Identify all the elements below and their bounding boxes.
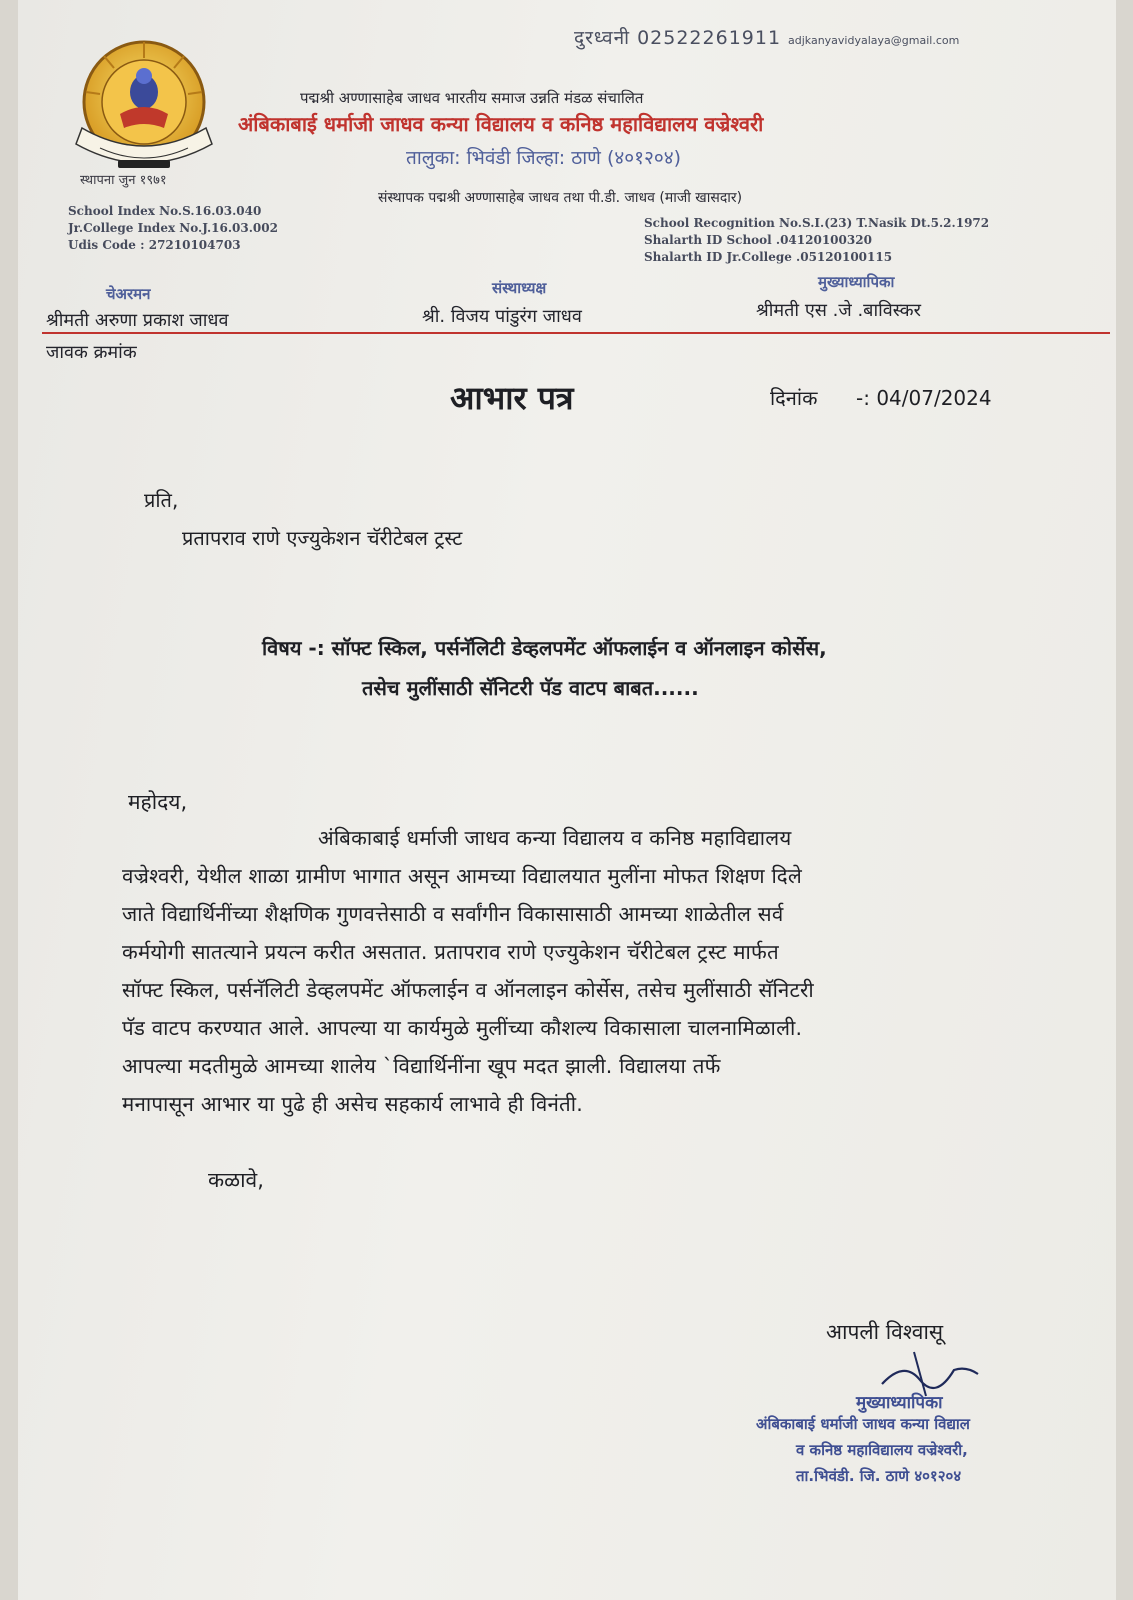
chairman-role: चेअरमन: [106, 285, 151, 303]
president-name: श्री. विजय पांडुरंग जाधव: [422, 306, 582, 327]
closing: कळावे,: [208, 1168, 264, 1192]
header-divider: [42, 332, 1110, 334]
date-label: दिनांक: [770, 386, 818, 410]
to-label: प्रति,: [144, 488, 179, 512]
principal-role: मुख्याध्यापिका: [818, 273, 895, 291]
body-line: जाते विद्यार्थिनींच्या शैक्षणिक गुणवत्तेसाठी व सर्वांगीन विकासासाठी आमच्या शाळेतील सर्व: [122, 902, 784, 926]
subject-line-1: विषय -: सॉफ्ट स्किल, पर्सनॅलिटी डेव्हलपमेंट ऑफलाईन व ऑनलाइन कोर्सेस,: [262, 636, 827, 660]
body-line: कर्मयोगी सातत्याने प्रयत्न करीत असतात. प्रतापराव राणे एज्युकेशन चॅरीटेबल ट्रस्ट मार्फत: [122, 940, 779, 964]
date-value: -: 04/07/2024: [856, 386, 992, 410]
body-line: सॉफ्ट स्किल, पर्सनॅलिटी डेव्हलपमेंट ऑफलाईन व ऑनलाइन कोर्सेस, तसेच मुलींसाठी सॅनिटरी: [122, 978, 814, 1002]
established-text: स्थापना जुन १९७१: [80, 173, 167, 188]
letter-title: आभार पत्र: [450, 379, 574, 417]
organization-subtitle: पद्मश्री अण्णासाहेब जाधव भारतीय समाज उन्नति मंडळ संचालित: [300, 89, 644, 107]
subject-line-2: तसेच मुलींसाठी सॅनिटरी पॅड वाटप बाबत......: [362, 676, 699, 700]
stamp-title: मुख्याध्यापिका: [856, 1393, 943, 1413]
letter-page: [18, 0, 1116, 1600]
shalarth-id-school: Shalarth ID School .04120100320: [644, 233, 872, 247]
phone-number: दुरध्वनी 02522261911: [574, 27, 782, 49]
principal-name: श्रीमती एस .जे .बाविस्कर: [756, 300, 921, 321]
stamp-line: व कनिष्ठ महाविद्यालय वज्रेश्वरी,: [796, 1441, 968, 1459]
school-logo-emblem-icon: [60, 36, 228, 186]
stamp-line: अंबिकाबाई धर्माजी जाधव कन्या विद्याल: [756, 1415, 970, 1433]
body-line: अंबिकाबाई धर्माजी जाधव कन्या विद्यालय व कनिष्ठ महाविद्यालय: [318, 826, 792, 850]
udis-code: Udis Code : 27210104703: [68, 238, 241, 252]
body-line: मनापासून आभार या पुढे ही असेच सहकार्य लाभावे ही विनंती.: [122, 1092, 583, 1116]
body-line: पॅड वाटप करण्यात आले. आपल्या या कार्यमुळे मुलींच्या कौशल्य विकासाला चालनामिळाली.: [122, 1016, 803, 1040]
salutation: महोदय,: [128, 790, 188, 814]
chairman-name: श्रीमती अरुणा प्रकाश जाधव: [46, 310, 229, 331]
yours-faithfully: आपली विश्वासू: [826, 1320, 944, 1344]
shalarth-id-college: Shalarth ID Jr.College .05120100115: [644, 250, 893, 264]
school-address: तालुका: भिवंडी जिल्हा: ठाणे (४०१२०४): [406, 147, 682, 169]
body-line: वज्रेश्वरी, येथील शाळा ग्रामीण भागात असून आमच्या विद्यालयात मुलींना मोफत शिक्षण दिले: [122, 864, 802, 888]
email-address: adjkanyavidyalaya@gmail.com: [788, 34, 960, 47]
school-recognition: School Recognition No.S.I.(23) T.Nasik Dt.5.2.1972: [644, 216, 990, 230]
president-role: संस्थाध्यक्ष: [492, 279, 547, 297]
jr-college-index: Jr.College Index No.J.16.03.002: [68, 221, 278, 235]
body-line: आपल्या मदतीमुळे आमच्या शालेय `विद्यार्थिनींना खूप मदत झाली. विद्यालया तर्फे: [122, 1054, 721, 1078]
recipient-name: प्रतापराव राणे एज्युकेशन चॅरीटेबल ट्रस्ट: [182, 526, 463, 550]
school-name: अंबिकाबाई धर्माजी जाधव कन्या विद्यालय व कनिष्ठ महाविद्यालय वज्रेश्वरी: [238, 112, 764, 136]
stamp-line: ता.भिवंडी. जि. ठाणे ४०१२०४: [796, 1467, 962, 1485]
school-index: School Index No.S.16.03.040: [68, 204, 262, 218]
founder-line: संस्थापक पद्मश्री अण्णासाहेब जाधव तथा पी.डी. जाधव (माजी खासदार): [378, 190, 743, 206]
outward-number-label: जावक क्रमांक: [46, 342, 137, 363]
